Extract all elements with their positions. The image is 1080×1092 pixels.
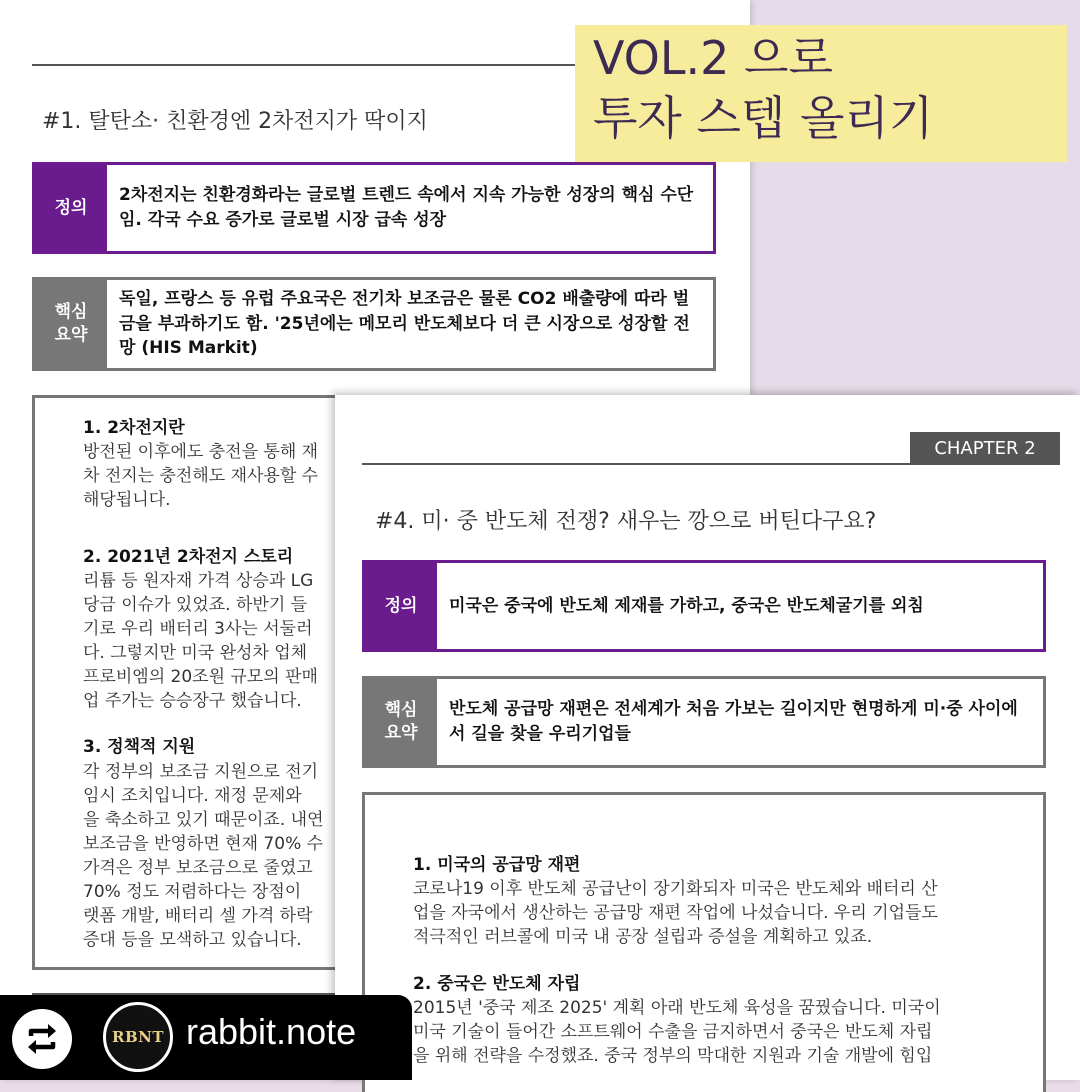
front-rule	[362, 463, 1060, 465]
section-line: 70% 정도 저렴하다는 장점이	[83, 882, 302, 903]
section-line: 기로 우리 배터리 3사는 서둘러	[83, 618, 313, 639]
section-line: 가격은 정부 보조금으로 줄였고	[83, 858, 313, 878]
chapter-badge: CHAPTER 2	[910, 432, 1060, 464]
section-title: 2. 중국은 반도체 자립	[413, 973, 581, 994]
summary-tag	[35, 280, 107, 368]
section-line: 보조금을 반영하면 현재 70% 수	[83, 833, 324, 854]
section-title: 3. 정책적 지원	[83, 737, 196, 758]
section-line: 코로나19 이후 반도체 공급난이 장기화되자 미국은 반도체와 배터리 산	[413, 879, 938, 900]
summary-tag-line2: 요약	[54, 325, 88, 345]
section-line: 적극적인 러브콜에 미국 내 공장 설립과 증설을 계획하고 있죠.	[413, 927, 873, 948]
section-line: 리튬 등 원자재 가격 상승과 LG	[83, 570, 314, 591]
definition-text: 2차전지는 친환경화라는 글로벌 트렌드 속에서 지속 가능한 성장의 핵심 수단임. 각국 수요 증가로 글로벌 시장 급속 성장	[119, 185, 694, 230]
section-title: 1. 2차전지란	[83, 418, 185, 438]
section-title: 2. 2021년 2차전지 스토리	[83, 546, 294, 567]
summary-box	[32, 277, 716, 371]
title-line2: 투자 스텝 올리기	[593, 90, 934, 145]
section-line: 각 정부의 보조금 지원으로 전기	[83, 761, 319, 782]
section-line: 프로비엠의 20조원 규모의 판매	[83, 667, 318, 688]
repost-badge[interactable]	[0, 995, 412, 1080]
summary-tag-line1: 핵심	[384, 700, 418, 721]
section-line: 랫폼 개발, 배터리 셀 가격 하락	[83, 906, 313, 927]
section-line: 미국 기술이 들어간 소프트웨어 수출을 금지하면서 중국은 반도체 자립	[413, 1021, 933, 1042]
content-section	[413, 853, 1043, 950]
section-line: 차 전지는 충전해도 재사용할 수	[83, 466, 319, 487]
front-page	[335, 395, 1080, 1080]
definition-box	[32, 162, 716, 254]
definition-text: 미국은 중국에 반도체 제재를 가하고, 중국은 반도체굴기를 외침	[449, 595, 924, 616]
summary-text: 반도체 공급망 재편은 전세계가 처음 가보는 길이지만 현명하게 미·중 사이에서 길을 찾을 우리기업들	[449, 699, 1018, 744]
section-line: 다. 그렇지만 미국 완성차 업체	[83, 643, 308, 663]
avatar[interactable]: RBNT	[103, 1002, 173, 1072]
section-line: 을 축소하고 있기 때문이죠. 내연	[83, 809, 324, 830]
summary-tag	[365, 679, 437, 765]
title-note	[575, 25, 1067, 162]
definition-tag: 정의	[35, 165, 107, 251]
section-line: 임시 조치입니다. 재정 문제와	[83, 785, 302, 806]
section-line: 업 주가는 승승장구 했습니다.	[83, 691, 302, 712]
summary-tag-line2: 요약	[384, 723, 418, 743]
section-line: 해당됩니다.	[83, 490, 171, 511]
section-line: 2015년 '중국 제조 2025' 계획 아래 반도체 육성을 꿈꿨습니다. 미국이	[413, 997, 941, 1018]
section-line: 방전된 이후에도 충전을 통해 재	[83, 442, 319, 463]
front-content-box	[362, 792, 1046, 1092]
section-line: 업을 자국에서 생산하는 공급망 재편 작업에 나섰습니다. 우리 기업들도	[413, 903, 938, 924]
summary-text: 독일, 프랑스 등 유럽 주요국은 전기차 보조금은 물론 CO2 배출량에 따라 벌금을 부과하기도 함. '25년에는 메모리 반도체보다 더 큰 시장으로 성장할 전망 (HIS Markit)	[119, 289, 690, 359]
content-section	[413, 972, 1043, 1069]
title-line1: VOL.2 으로	[593, 31, 833, 85]
repost-icon	[12, 1009, 72, 1069]
section-line: 증대 등을 모색하고 있습니다.	[83, 930, 302, 951]
summary-tag-line1: 핵심	[54, 302, 88, 323]
account-handle[interactable]: rabbit.note	[186, 1011, 357, 1052]
front-page-heading: #4. 미· 중 반도체 전쟁? 새우는 깡으로 버틴다구요?	[375, 509, 877, 534]
section-line: 당금 이슈가 있었죠. 하반기 들	[83, 594, 308, 615]
definition-box	[362, 560, 1046, 652]
summary-box	[362, 676, 1046, 768]
section-line: 을 위해 전략을 수정했죠. 중국 정부의 막대한 지원과 기술 개발에 힘입	[413, 1045, 933, 1066]
back-page-heading: #1. 탈탄소· 친환경엔 2차전지가 딱이지	[42, 109, 428, 134]
section-title: 1. 미국의 공급망 재편	[413, 855, 581, 875]
definition-tag: 정의	[365, 563, 437, 649]
